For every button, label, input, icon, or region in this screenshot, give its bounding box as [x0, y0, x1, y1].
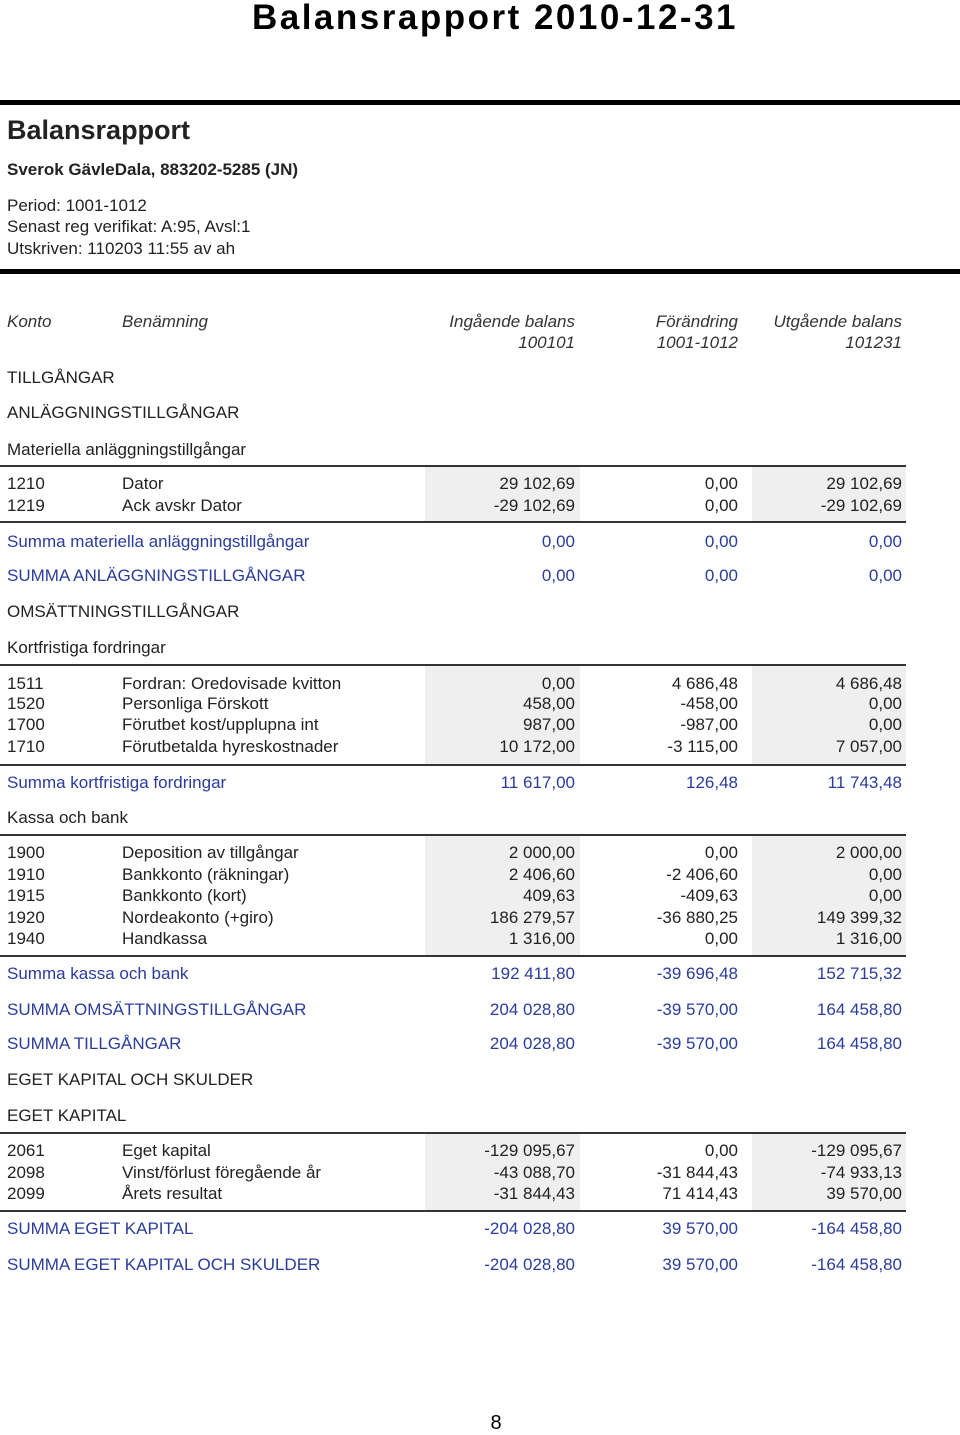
total-change: -39 570,00 [656, 1000, 738, 1019]
total-closing: -164 458,80 [811, 1219, 902, 1238]
total-opening: 204 028,80 [489, 1034, 575, 1053]
account-row [0, 736, 960, 758]
section-rule [0, 1132, 906, 1134]
account-name: Handkassa [122, 929, 208, 948]
change-amount: 0,00 [704, 496, 738, 515]
account-name: Ack avskr Dator [122, 496, 242, 515]
change-amount: -458,00 [680, 694, 738, 713]
opening-balance: 2 000,00 [508, 843, 575, 862]
total-opening: -204 028,80 [484, 1255, 575, 1274]
account-name: Vinst/förlust föregående år [122, 1163, 322, 1182]
report-heading: Balansrapport [7, 115, 191, 145]
closing-balance: -29 102,69 [820, 496, 902, 515]
subtotal-row [0, 963, 960, 985]
account-number: 1511 [7, 674, 44, 693]
opening-balance: 0,00 [541, 674, 575, 693]
section-rule [0, 664, 906, 666]
opening-balance: -31 844,43 [493, 1184, 575, 1203]
group-heading [0, 439, 960, 461]
account-number: 1520 [7, 694, 45, 713]
column-header-closing-date: 101231 [845, 333, 902, 352]
group-heading-label: Kassa och bank [7, 808, 128, 827]
opening-balance: 10 172,00 [499, 737, 575, 756]
account-row [0, 714, 960, 736]
closing-balance: 4 686,48 [835, 674, 902, 693]
opening-balance: 987,00 [523, 715, 575, 734]
change-amount: 0,00 [704, 1141, 738, 1160]
account-name: Fordran: Oredovisade kvitton [122, 674, 342, 693]
account-row [0, 673, 960, 695]
subtotal-opening: 0,00 [541, 532, 575, 551]
page-title: Balansrapport 2010-12-31 [251, 0, 739, 37]
change-amount: -31 844,43 [656, 1163, 738, 1182]
section-heading-label: TILLGÅNGAR [7, 368, 115, 387]
subtotal-change: 0,00 [704, 532, 738, 551]
account-row [0, 1162, 960, 1184]
subtotal-closing: 152 715,32 [816, 964, 902, 983]
subtotal-closing: 11 743,48 [827, 773, 902, 792]
account-name: Dator [122, 474, 164, 493]
account-name: Deposition av tillgångar [122, 843, 299, 862]
subtotal-opening: 11 617,00 [500, 773, 575, 792]
column-header-change: Förändring [655, 312, 738, 331]
total-row [0, 1218, 960, 1240]
organization-name: Sverok GävleDala, 883202-5285 (JN) [7, 160, 299, 179]
closing-balance: 29 102,69 [826, 474, 902, 493]
account-number: 1910 [7, 865, 45, 884]
subtotal-opening: 192 411,80 [491, 964, 575, 983]
account-name: Nordeakonto (+giro) [122, 908, 274, 927]
total-closing: 164 458,80 [816, 1034, 902, 1053]
total-row [0, 999, 960, 1021]
section-heading [0, 367, 960, 389]
section-heading [0, 1069, 960, 1091]
total-row [0, 1254, 960, 1276]
account-row [0, 842, 960, 864]
subtotal-label: Summa kortfristiga fordringar [7, 773, 227, 792]
change-amount: -2 406,60 [666, 865, 738, 884]
last-verification: Senast reg verifikat: A:95, Avsl:1 [7, 217, 251, 236]
change-amount: 0,00 [704, 843, 738, 862]
section-heading [0, 1105, 960, 1127]
section-rule [0, 834, 906, 836]
account-number: 2099 [7, 1184, 45, 1203]
total-label: SUMMA TILLGÅNGAR [7, 1034, 182, 1053]
column-header-account: Konto [7, 312, 52, 331]
change-amount: -409,63 [680, 886, 738, 905]
total-opening: 204 028,80 [489, 1000, 575, 1019]
section-heading-label: EGET KAPITAL [7, 1106, 127, 1125]
account-row [0, 864, 960, 886]
account-name: Årets resultat [122, 1184, 223, 1203]
opening-balance: 29 102,69 [499, 474, 575, 493]
column-header-row [0, 311, 960, 333]
change-amount: -987,00 [680, 715, 738, 734]
section-heading [0, 402, 960, 424]
closing-balance: -129 095,67 [811, 1141, 902, 1160]
section-heading-label: OMSÄTTNINGSTILLGÅNGAR [7, 602, 240, 621]
total-change: 39 570,00 [662, 1219, 738, 1238]
column-header-opening: Ingående balans [449, 312, 575, 331]
account-name: Bankkonto (räkningar) [122, 865, 290, 884]
closing-balance: 2 000,00 [835, 843, 902, 862]
total-label: SUMMA EGET KAPITAL OCH SKULDER [7, 1255, 321, 1274]
account-row [0, 885, 960, 907]
column-header-closing: Utgående balans [773, 312, 902, 331]
page-number: 8 [490, 1412, 502, 1434]
opening-balance: 409,63 [523, 886, 575, 905]
total-label: SUMMA OMSÄTTNINGSTILLGÅNGAR [7, 1000, 307, 1019]
total-label: SUMMA ANLÄGGNINGSTILLGÅNGAR [7, 566, 306, 585]
subtotal-row [0, 531, 960, 553]
closing-balance: 0,00 [868, 865, 902, 884]
group-heading-label: Kortfristiga fordringar [7, 638, 166, 657]
opening-balance: 2 406,60 [508, 865, 575, 884]
opening-balance: -129 095,67 [484, 1141, 575, 1160]
account-name: Bankkonto (kort) [122, 886, 247, 905]
closing-balance: 7 057,00 [835, 737, 902, 756]
header-divider [0, 269, 960, 274]
section-rule [0, 1210, 906, 1212]
account-row [0, 928, 960, 950]
subtotal-label: Summa materiella anläggningstillgångar [7, 532, 310, 551]
subtotal-change: 126,48 [686, 773, 738, 792]
account-number: 1915 [7, 886, 45, 905]
account-name: Förutbet kost/upplupna int [122, 715, 319, 734]
section-heading-label: ANLÄGGNINGSTILLGÅNGAR [7, 403, 240, 422]
section-rule [0, 465, 906, 467]
top-divider [0, 100, 960, 105]
account-number: 1710 [7, 737, 45, 756]
total-opening: 0,00 [541, 566, 575, 585]
account-number: 2098 [7, 1163, 45, 1182]
total-closing: -164 458,80 [811, 1255, 902, 1274]
account-row [0, 473, 960, 495]
subtotal-label: Summa kassa och bank [7, 964, 189, 983]
section-rule [0, 521, 906, 523]
total-row [0, 565, 960, 587]
account-row [0, 907, 960, 929]
closing-balance: 39 570,00 [826, 1184, 902, 1203]
account-row [0, 1140, 960, 1162]
opening-balance: 458,00 [523, 694, 575, 713]
closing-balance: 0,00 [868, 694, 902, 713]
account-number: 1920 [7, 908, 45, 927]
closing-balance: 0,00 [868, 715, 902, 734]
group-heading [0, 807, 960, 829]
account-number: 1210 [7, 474, 45, 493]
account-number: 1219 [7, 496, 45, 515]
change-amount: 4 686,48 [671, 674, 738, 693]
account-row [0, 1183, 960, 1205]
section-heading [0, 601, 960, 623]
column-header-opening-date: 100101 [518, 333, 575, 352]
report-period: Period: 1001-1012 [7, 196, 147, 215]
total-change: -39 570,00 [656, 1034, 738, 1053]
change-amount: 0,00 [704, 474, 738, 493]
subtotal-row [0, 772, 960, 794]
account-name: Förutbetalda hyreskostnader [122, 737, 339, 756]
section-heading-label: EGET KAPITAL OCH SKULDER [7, 1070, 254, 1089]
change-amount: 71 414,43 [662, 1184, 738, 1203]
change-amount: 0,00 [704, 929, 738, 948]
total-closing: 0,00 [868, 566, 902, 585]
column-header-name: Benämning [122, 312, 209, 331]
total-closing: 164 458,80 [816, 1000, 902, 1019]
account-row [0, 693, 960, 715]
total-change: 0,00 [704, 566, 738, 585]
change-amount: -3 115,00 [667, 737, 738, 756]
column-header-subrow [0, 332, 960, 354]
group-heading [0, 637, 960, 659]
total-opening: -204 028,80 [484, 1219, 575, 1238]
account-name: Personliga Förskott [122, 694, 269, 713]
account-number: 1700 [7, 715, 45, 734]
total-label: SUMMA EGET KAPITAL [7, 1219, 194, 1238]
column-header-change-period: 1001-1012 [656, 333, 738, 352]
section-rule [0, 955, 906, 957]
closing-balance: 149 399,32 [816, 908, 902, 927]
closing-balance: -74 933,13 [820, 1163, 902, 1182]
opening-balance: -29 102,69 [493, 496, 575, 515]
printed-info: Utskriven: 110203 11:55 av ah [7, 239, 236, 258]
subtotal-change: -39 696,48 [656, 964, 738, 983]
opening-balance: 186 279,57 [489, 908, 575, 927]
section-rule [0, 764, 906, 766]
group-heading-label: Materiella anläggningstillgångar [7, 440, 247, 459]
closing-balance: 1 316,00 [835, 929, 902, 948]
account-number: 1900 [7, 843, 45, 862]
closing-balance: 0,00 [868, 886, 902, 905]
subtotal-closing: 0,00 [868, 532, 902, 551]
account-row [0, 495, 960, 517]
account-number: 2061 [7, 1141, 45, 1160]
total-row [0, 1033, 960, 1055]
opening-balance: -43 088,70 [493, 1163, 575, 1182]
change-amount: -36 880,25 [656, 908, 738, 927]
account-number: 1940 [7, 929, 45, 948]
opening-balance: 1 316,00 [508, 929, 575, 948]
account-name: Eget kapital [122, 1141, 211, 1160]
total-change: 39 570,00 [662, 1255, 738, 1274]
